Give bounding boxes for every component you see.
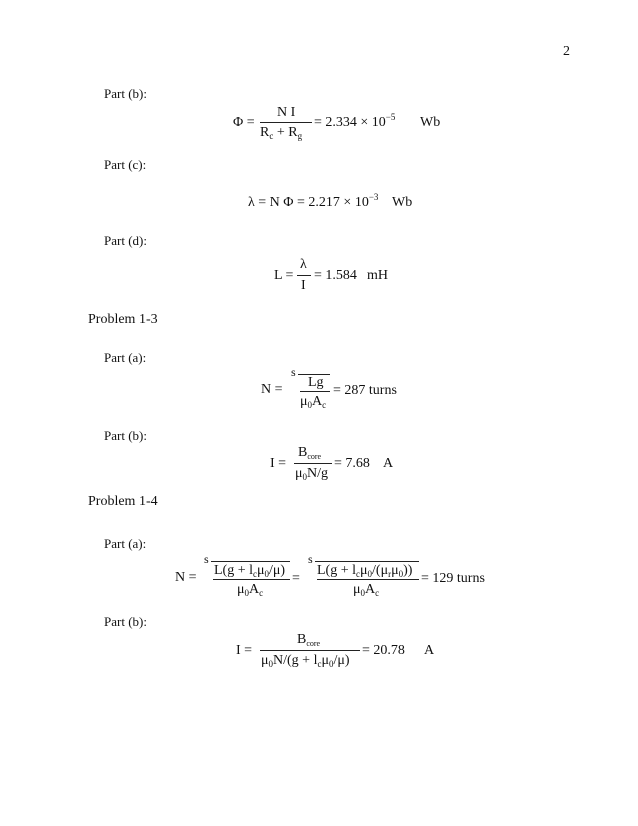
inductance-denominator: I [301,278,306,293]
page-number: 2 [563,44,570,59]
current-result: = 7.68 [334,456,370,471]
current-result: = 20.78 [362,643,405,658]
turns-denominator-2: $\mu_0A_c$ [353,582,380,598]
flux-linkage-unit: Wb [392,195,413,210]
sqrt-sign: s [308,552,313,566]
fraction-bar [317,579,419,580]
sqrt-overbar [211,561,290,562]
sqrt-sign: s [204,552,209,566]
turns-denominator-1: $\mu_0A_c$ [237,582,264,598]
turns-numerator-2: $L(g + l_c\mu_0/(\mu_r\mu_0))$ [317,563,413,579]
flux-denominator: $R_c + R_g$ [260,125,303,141]
current-lhs: I = [236,643,253,658]
current-denominator: $\mu_0N/(g + l_c\mu_0/\mu)$ [261,653,350,669]
sqrt-overbar [315,561,419,562]
inductance-numerator: λ [300,257,307,272]
inductance-lhs: L = [274,268,294,283]
fraction-bar [213,579,290,580]
current-numerator: $B_{core}$ [298,445,322,461]
part-b-label: Part (b): [104,86,147,101]
part-d-label: Part (d): [104,233,147,248]
problem-1-3-heading: Problem 1-3 [88,312,158,327]
turns-lhs: N = [261,382,283,397]
fraction-bar [294,463,332,464]
current-lhs: I = [270,456,287,471]
equation-flux-linkage: λ = N $\Phi = 2.217 \times 10^{-3}$ [248,192,379,210]
sqrt-sign: s [291,365,296,379]
part-a-label: Part (a): [104,350,147,365]
flux-unit: Wb [420,115,441,130]
turns-numerator: Lg [308,375,324,390]
part-b-label: Part (b): [104,614,147,629]
turns-numerator-1: $L(g + l_c\mu_0/\mu)$ [214,563,286,579]
flux-result: = $2.334 \times 10^{-5}$ [314,112,396,130]
equals-sign: = [292,571,300,586]
part-b-label: Part (b): [104,428,147,443]
inductance-result: = 1.584 [314,268,357,283]
turns-result: = 129 turns [421,571,485,586]
turns-denominator: $\mu_0A_c$ [300,394,327,410]
part-a-label: Part (a): [104,536,147,551]
flux-numerator: N I [277,105,296,120]
problem-1-4-heading: Problem 1-4 [88,494,158,509]
turns-result: = 287 turns [333,383,397,398]
current-denominator: $\mu_0N/g$ [295,466,329,482]
flux-lhs: Φ = [233,115,255,130]
fraction-bar [300,391,330,392]
part-c-label: Part (c): [104,157,147,172]
inductance-unit: mH [367,268,388,283]
current-numerator: $B_{core}$ [297,632,321,648]
fraction-bar [297,275,311,276]
current-unit: A [383,456,394,471]
current-unit: A [424,643,435,658]
fraction-bar [260,122,312,123]
turns-lhs: N = [175,570,197,585]
fraction-bar [260,650,360,651]
